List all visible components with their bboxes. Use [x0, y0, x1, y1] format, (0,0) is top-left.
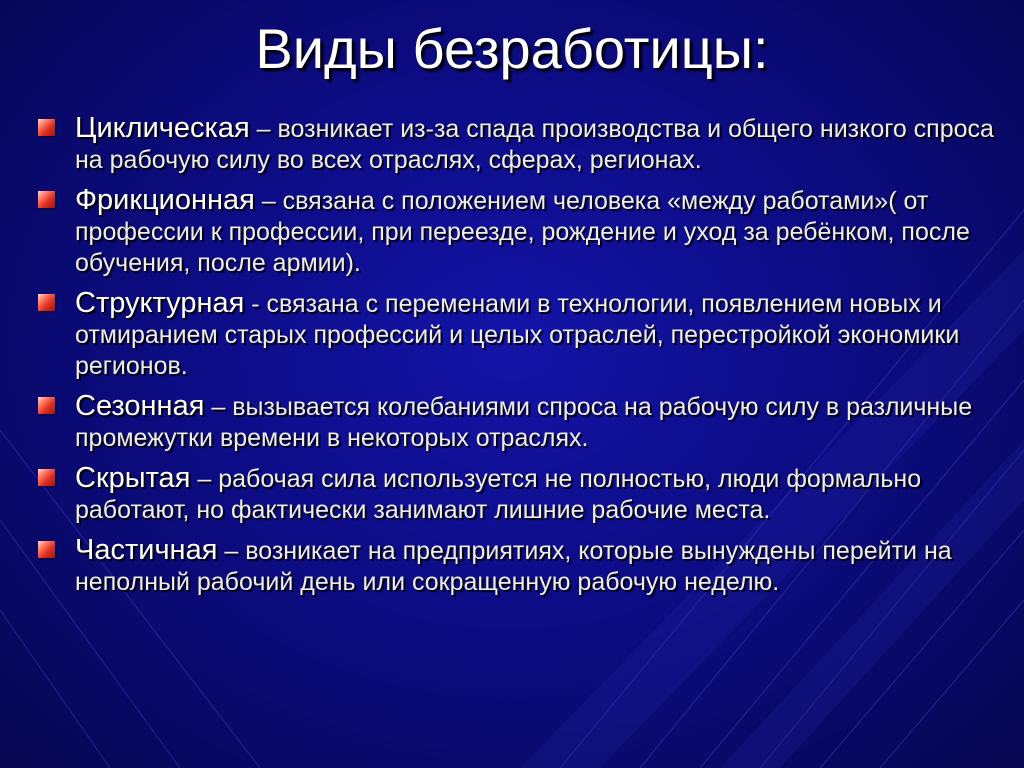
square-bullet-icon: [38, 191, 55, 208]
item-description: – рабочая сила используется не полностью, люди формально работают, но фактически занимают лишние рабочие места.: [75, 465, 922, 524]
unemployment-types-list: [38, 113, 998, 607]
square-bullet-icon: [38, 294, 55, 311]
item-term: Сезонная: [75, 390, 205, 422]
item-term: Циклическая: [75, 112, 250, 144]
square-bullet-icon: [38, 541, 55, 558]
list-item-frictional: [38, 185, 998, 279]
item-description: – связана с положением человека «между работами»( от профессии к профессии, при переезде, рождение и уход за ребёнком, после обучения, после армии).: [75, 187, 970, 277]
square-bullet-icon: [38, 469, 55, 486]
list-item-cyclical: [38, 113, 998, 176]
item-description: – возникает на предприятиях, которые вынуждены перейти на неполный рабочий день или сокращенную рабочую неделю.: [75, 537, 952, 596]
item-term: Фрикционная: [75, 184, 255, 216]
item-term: Скрытая: [75, 462, 191, 494]
item-term: Частичная: [75, 534, 218, 566]
item-term: Структурная: [75, 287, 245, 319]
list-item-structural: [38, 288, 998, 382]
slide-title: Виды безработицы:: [255, 17, 769, 80]
item-description: - связана с переменами в технологии, появлением новых и отмиранием старых профессий и целых отраслей, перестройкой экономики регионов.: [75, 290, 960, 380]
square-bullet-icon: [38, 397, 55, 414]
list-item-hidden: [38, 463, 998, 526]
list-item-seasonal: [38, 391, 998, 454]
item-description: – возникает из-за спада производства и общего низкого спроса на рабочую силу во всех отраслях, сферах, регионах.: [75, 115, 994, 174]
square-bullet-icon: [38, 119, 55, 136]
item-description: – вызывается колебаниями спроса на рабочую силу в различные промежутки времени в некоторых отраслях.: [75, 393, 973, 452]
list-item-partial: [38, 535, 998, 598]
